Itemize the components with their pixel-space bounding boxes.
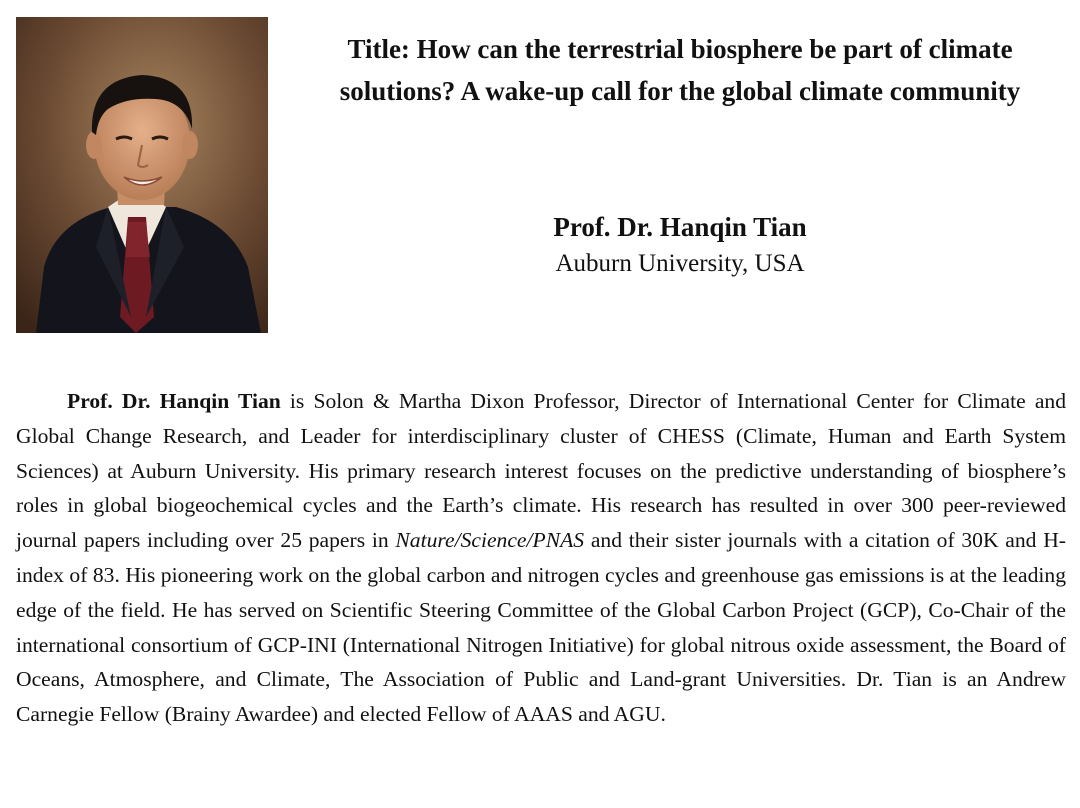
speaker-block: [380, 208, 980, 282]
speaker-portrait-icon: [16, 17, 268, 333]
bio-text-part1: is Solon & Martha Dixon Professor, Director of International Center for Climate and Global Change Research, and Leader for interdisciplinary cluster of CHESS (Climate, Human and Earth System Sciences) at Auburn University. His primary research interest focuses on the predictive understanding of biosphere’s roles in global biogeochemical cycles and the Earth’s climate. His research has resulted in over 300 peer-reviewed journal papers including over 25 papers in: [16, 389, 1067, 553]
bio-name: Prof. Dr. Hanqin Tian: [67, 389, 281, 413]
bio-text-part2: and their sister journals with a citation of 30K and H-index of 83. His pioneering work on the global carbon and nitrogen cycles and greenhouse gas emissions is at the leading edge of the field. He has served on Scientific Steering Committee of the Global Carbon Project (GCP), Co-Chair of the international consortium of GCP-INI (International Nitrogen Initiative) for global nitrous oxide assessment, the Board of Oceans, Atmosphere, and Climate, The Association of Public and Land-grant Universities. Dr. Tian is an Andrew Carnegie Fellow (Brainy Awardee) and elected Fellow of AAAS and AGU.: [16, 528, 1067, 727]
speaker-bio: [16, 384, 1066, 732]
speaker-affiliation: Auburn University, USA: [555, 250, 805, 277]
speaker-name: Prof. Dr. Hanqin Tian: [553, 212, 807, 242]
talk-title: Title: How can the terrestrial biosphere be part of climate solutions? A wake-up call for the global climate community: [339, 34, 1021, 106]
bio-journals: Nature/Science/PNAS: [395, 528, 585, 553]
speaker-photo: [16, 17, 268, 333]
